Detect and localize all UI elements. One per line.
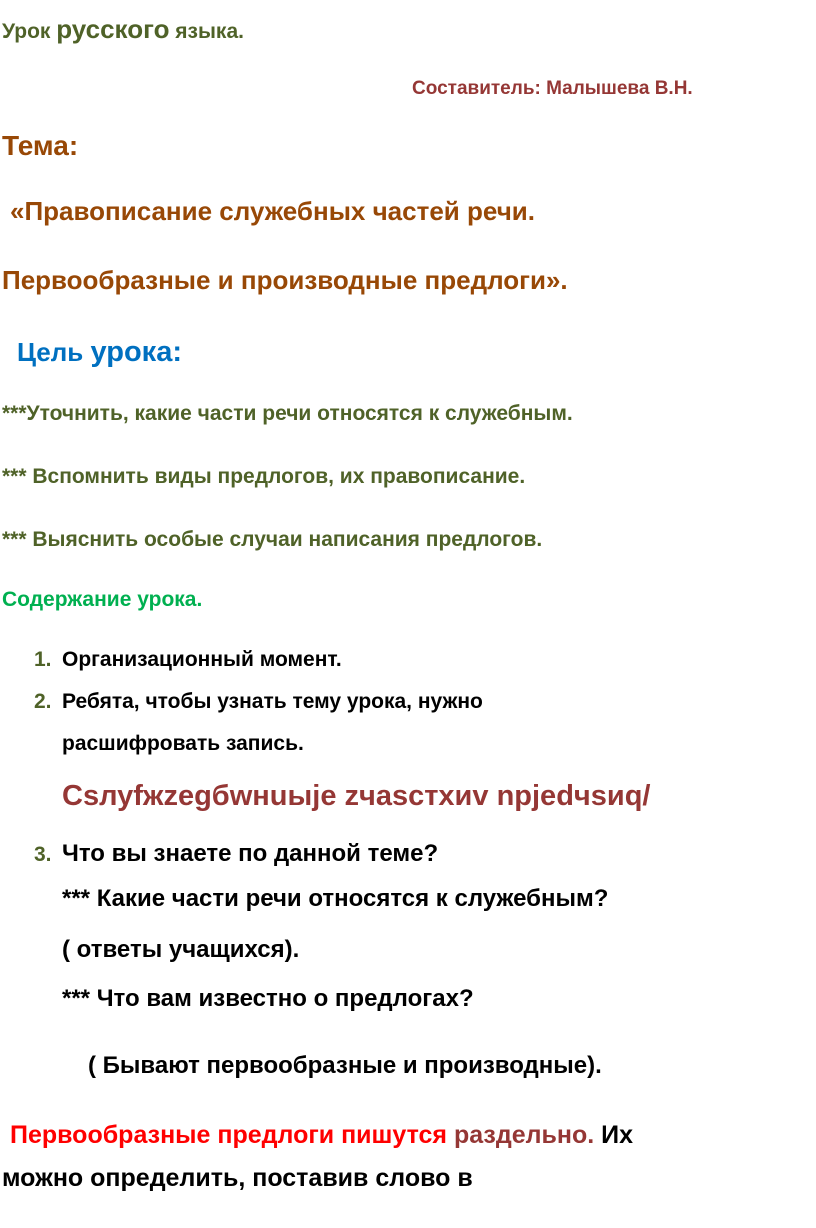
lesson-title-part2: русского: [56, 14, 170, 44]
list-number: 1.: [34, 648, 52, 671]
goal-label: [17, 336, 182, 369]
list-item-text: Организационный момент.: [62, 648, 342, 671]
rule-line-2: можно определить, поставив слово в: [2, 1164, 473, 1192]
list-item-text: Ребята, чтобы узнать тему урока, нужно: [62, 690, 483, 713]
lesson-title-part3: языка.: [169, 20, 244, 43]
rule-line-1: [10, 1121, 633, 1150]
lesson-title-part1: Урок: [2, 20, 57, 43]
question-1-answer: ( ответы учащихся).: [62, 936, 300, 963]
list-item-text: Что вы знаете по данной теме?: [62, 840, 439, 867]
question-2: *** Что вам известно о предлогах?: [62, 985, 474, 1012]
rule-maroon-text: раздельно.: [453, 1121, 595, 1149]
topic-line-2: Первообразные и производные предлоги».: [2, 265, 568, 295]
goal-item-3: *** Выяснить особые случаи написания предлогов.: [2, 528, 543, 551]
goal-item-2: *** Вспомнить виды предлогов, их правописание.: [2, 465, 526, 488]
content-item-2-continued: расшифровать запись.: [62, 732, 304, 755]
rule-red-text: Первообразные предлоги пишутся: [10, 1121, 454, 1149]
author-line: Составитель: Малышева В.Н.: [412, 78, 693, 99]
content-item-3: [34, 840, 438, 868]
cipher-text: Csлуfжzegбwнuыje zчasстхиv npjedчsиq/: [62, 780, 651, 812]
content-item-2: [34, 690, 483, 714]
goal-label-part1: Цель: [17, 337, 91, 367]
question-1: *** Какие части речи относятся к служебным?: [62, 885, 609, 912]
list-number: 2.: [34, 690, 52, 713]
content-heading: Содержание урока.: [2, 588, 203, 611]
list-number: 3.: [34, 843, 52, 866]
goal-item-1: ***Уточнить, какие части речи относятся к служебным.: [2, 402, 573, 425]
goal-label-part2: урока:: [90, 336, 182, 368]
content-item-1: [34, 648, 342, 672]
topic-label: Тема:: [2, 130, 79, 161]
rule-black-text: Их: [594, 1121, 634, 1149]
topic-line-1: «Правописание служебных частей речи.: [10, 196, 535, 226]
question-2-answer: ( Бывают первообразные и производные).: [88, 1052, 602, 1079]
lesson-title: [2, 14, 244, 45]
